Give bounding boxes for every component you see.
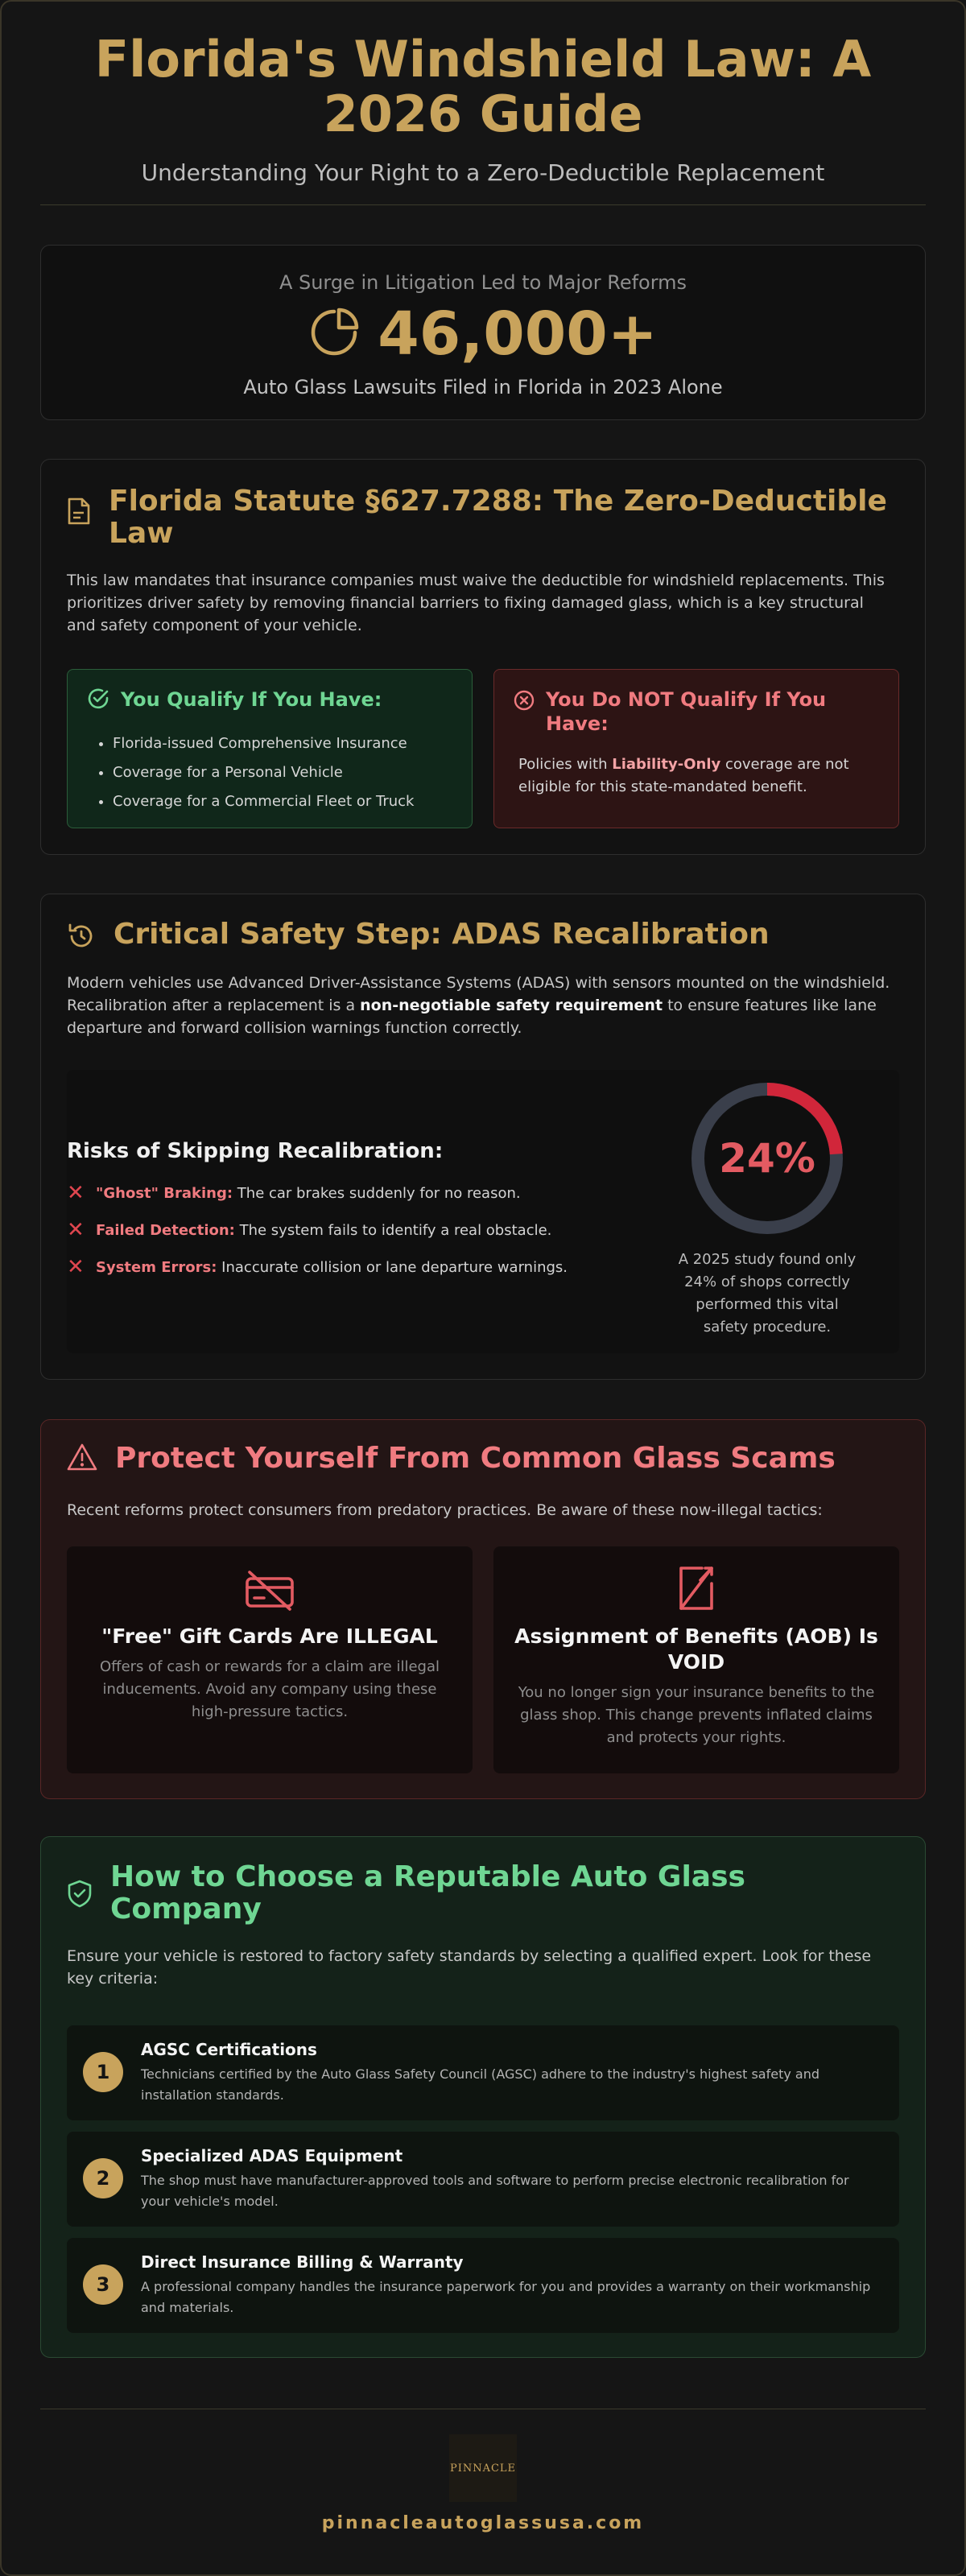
- voided-document-icon: [676, 1566, 716, 1614]
- criteria-number: 2: [83, 2158, 123, 2198]
- statute-card: [40, 459, 926, 855]
- no-gift-card-icon: [245, 1571, 295, 1614]
- lawsuit-stat-card: [40, 245, 926, 420]
- not-qualify-box: [493, 669, 899, 828]
- scam-tile-title: "Free" Gift Cards Are ILLEGAL: [101, 1624, 438, 1648]
- criteria-title: Direct Insurance Billing & Warranty: [141, 2252, 464, 2272]
- choose-intro: Ensure your vehicle is restored to factory safety standards by selecting a qualified expert. Look for these key criteria:: [67, 1947, 872, 1988]
- criteria-item: [67, 2132, 899, 2227]
- qualify-box: [67, 669, 473, 828]
- company-logo: PINNACLE: [449, 2434, 517, 2502]
- adas-body: Modern vehicles use Advanced Driver-Assistance Systems (ADAS) with sensors mounted on the windshield. Recalibration after a replacement is a non-negotiable safety requirement to ensure features like lane departure and forward collision warnings function correctly.: [67, 974, 890, 1037]
- adas-title: Critical Safety Step: ADAS Recalibration: [114, 918, 770, 951]
- not-qualify-text: Policies with Liability-Only coverage are not eligible for this state-mandated benefit.: [518, 756, 849, 795]
- stat-kicker: A Surge in Litigation Led to Major Reforms: [279, 271, 687, 294]
- percent-donut: [688, 1080, 846, 1237]
- x-icon: ✕: [67, 1181, 85, 1205]
- scam-tile-text: You no longer sign your insurance benefits to the glass shop. This change prevents inflated claims and protects your rights.: [518, 1684, 875, 1746]
- criteria-text: Technicians certified by the Auto Glass Safety Council (AGSC) adhere to the industry's highest safety and installation standards.: [141, 2066, 819, 2103]
- recalibrate-icon: [67, 922, 96, 954]
- page-header: [40, 32, 926, 186]
- stat-caption: Auto Glass Lawsuits Filed in Florida in 2023 Alone: [243, 376, 723, 398]
- adas-header: [67, 919, 893, 954]
- scams-header: [67, 1443, 893, 1475]
- x-circle-icon: [514, 690, 535, 716]
- liability-only-label: Liability-Only: [612, 756, 721, 773]
- scam-tile-text: Offers of cash or rewards for a claim are illegal inducements. Avoid any company using these high-pressure tactics.: [100, 1658, 440, 1720]
- website-link[interactable]: pinnacleautoglassusa.com: [321, 2513, 645, 2533]
- scams-card: [40, 1419, 926, 1799]
- criteria-number: 1: [83, 2052, 123, 2092]
- criteria-item: [67, 2238, 899, 2333]
- qualify-item: • Florida-issued Comprehensive Insurance: [113, 729, 414, 758]
- shield-check-icon: [67, 1879, 93, 1911]
- not-qualify-title: You Do NOT Qualify If You Have:: [546, 688, 827, 735]
- choose-header: [67, 1861, 893, 1926]
- x-icon: ✕: [67, 1255, 85, 1279]
- qualify-item: • Coverage for a Commercial Fleet or Truck: [113, 787, 414, 816]
- statute-body: This law mandates that insurance companies must waive the deductible for windshield replacements. This prioritizes driver safety by removing financial barriers to fixing damaged glass, which is a key structural and safety component of your vehicle.: [67, 572, 885, 634]
- scam-tile-gift-cards: [67, 1546, 473, 1773]
- risk-item: ✕ Failed Detection: The system fails to identify a real obstacle.: [67, 1218, 552, 1242]
- pie-chart-icon: [308, 307, 360, 361]
- header-divider: [40, 204, 926, 205]
- qualify-title: You Qualify If You Have:: [121, 688, 382, 711]
- page-title: Florida's Windshield Law: A 2026 Guide: [94, 30, 872, 143]
- criteria-text: A professional company handles the insurance paperwork for you and provides a warranty on their workmanship and materials.: [141, 2279, 871, 2315]
- choose-company-card: [40, 1836, 926, 2358]
- qualify-list: [113, 729, 414, 816]
- criteria-item: [67, 2025, 899, 2120]
- criteria-title: Specialized ADAS Equipment: [141, 2146, 403, 2165]
- scams-intro: Recent reforms protect consumers from predatory practices. Be aware of these now-illegal tactics:: [67, 1501, 823, 1519]
- risks-list: [67, 1139, 614, 1286]
- warning-icon: [67, 1443, 97, 1475]
- adas-card: [40, 894, 926, 1380]
- choose-title: How to Choose a Reputable Auto Glass Company: [110, 1860, 745, 1926]
- recalibration-panel: [67, 1070, 899, 1353]
- page-subtitle: Understanding Your Right to a Zero-Deductible Replacement: [141, 159, 825, 186]
- criteria-title: AGSC Certifications: [141, 2040, 317, 2059]
- statute-title: Florida Statute §627.7288: The Zero-Deductible Law: [109, 485, 887, 550]
- qualify-item: • Coverage for a Personal Vehicle: [113, 758, 414, 787]
- scam-tile-aob: [493, 1546, 899, 1773]
- risks-title: Risks of Skipping Recalibration:: [67, 1139, 444, 1163]
- risk-item: ✕ System Errors: Inaccurate collision or lane departure warnings.: [67, 1255, 568, 1279]
- statute-header: [67, 485, 893, 550]
- risk-item: ✕ "Ghost" Braking: The car brakes suddenly for no reason.: [67, 1181, 521, 1205]
- percent-value: 24%: [719, 1135, 815, 1182]
- document-icon: [67, 497, 91, 529]
- x-icon: ✕: [67, 1218, 85, 1242]
- criteria-text: The shop must have manufacturer-approved tools and software to perform precise electronic recalibration for your vehicle's model.: [141, 2173, 849, 2209]
- safety-requirement-label: non-negotiable safety requirement: [360, 997, 663, 1014]
- stat-value: 46,000+: [378, 299, 658, 369]
- check-circle-icon: [87, 687, 109, 716]
- percent-caption: A 2025 study found only 24% of shops correctly performed this vital safety procedure.: [678, 1251, 857, 1335]
- criteria-number: 3: [83, 2264, 123, 2305]
- scams-title: Protect Yourself From Common Glass Scams: [115, 1442, 836, 1475]
- scam-tile-title: Assignment of Benefits (AOB) Is VOID: [514, 1624, 878, 1674]
